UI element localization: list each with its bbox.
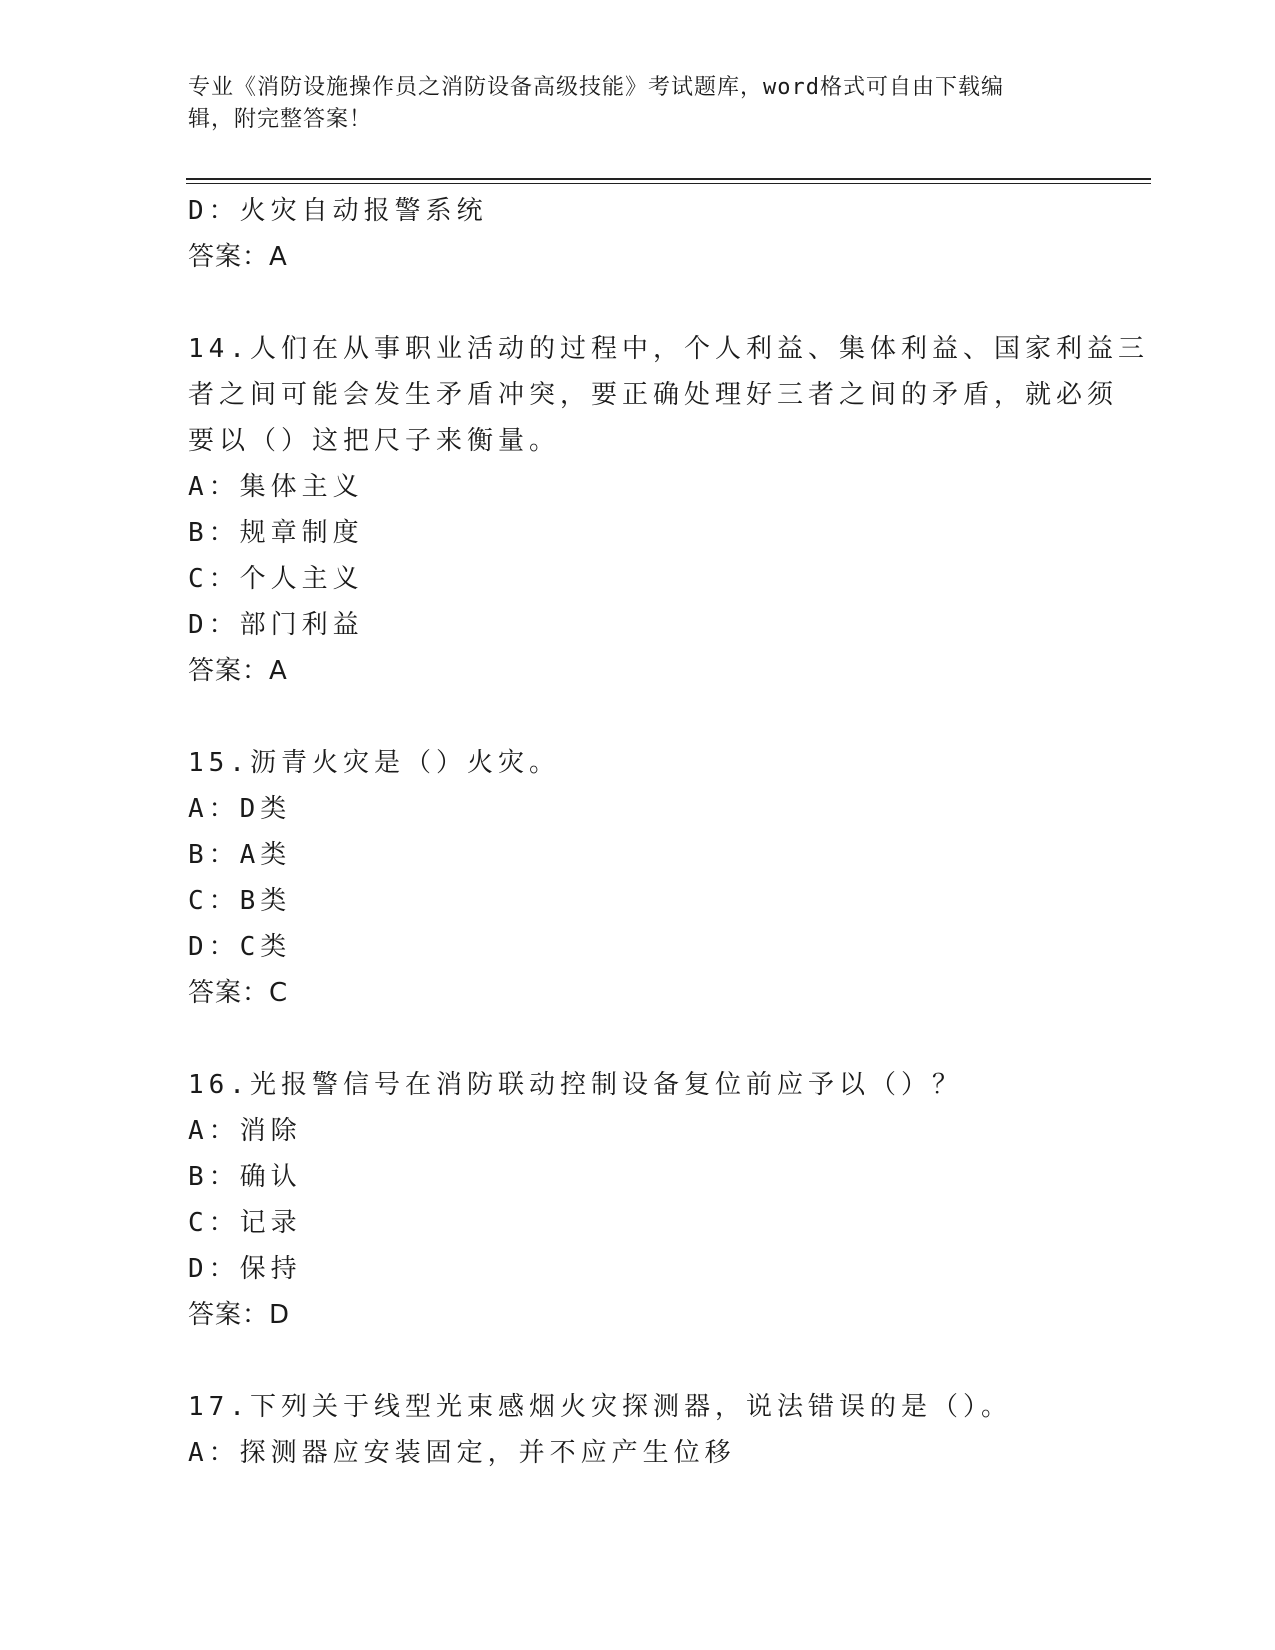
option-d: D：保持 [188,1254,302,1284]
answer: 答案：A [188,656,288,686]
option-b: B：确认 [188,1162,302,1192]
stem-line: 15.沥青火灾是（）火灾。 [188,748,560,778]
header-line-2: 辑，附完整答案！ [188,107,373,132]
stem-line: 者之间可能会发生矛盾冲突，要正确处理好三者之间的矛盾，就必须 [188,380,1119,410]
stem-line: 要以（）这把尺子来衡量。 [188,426,561,456]
header-divider-thick [186,178,1151,180]
stem-line: 14.人们在从事职业活动的过程中，个人利益、集体利益、国家利益三 [188,334,1149,364]
option-a: A：集体主义 [188,472,364,502]
option-a: A：探测器应安装固定，并不应产生位移 [188,1438,736,1468]
question-14 [188,326,1149,694]
question-14-stem [188,326,1149,464]
stem-line: 17.下列关于线型光束感烟火灾探测器，说法错误的是（）。 [188,1392,1012,1422]
question-content [188,188,1149,1476]
answer: 答案：D [188,1300,291,1330]
question-15 [188,740,1088,1016]
header-line-1: 专业《消防设施操作员之消防设备高级技能》考试题库，word格式可自由下载编 [188,75,1004,100]
option-c: C：记录 [188,1208,302,1238]
question-16 [188,1062,1088,1338]
question-17 [188,1384,1088,1476]
option-c: C：B类 [188,886,292,916]
option-b: B：规章制度 [188,518,364,548]
option-d: D：C类 [188,932,292,962]
option-c: C：个人主义 [188,564,364,594]
option-a: A：消除 [188,1116,302,1146]
document-header [188,72,1088,136]
prev-option-d: D：火灾自动报警系统 [188,196,488,226]
prev-answer: 答案：A [188,242,288,272]
option-b: B：A类 [188,840,292,870]
option-a: A：D类 [188,794,292,824]
option-d: D：部门利益 [188,610,364,640]
stem-line: 16.光报警信号在消防联动控制设备复位前应予以（）？ [188,1070,963,1100]
header-divider-thin [186,183,1151,184]
answer: 答案：C [188,978,289,1008]
